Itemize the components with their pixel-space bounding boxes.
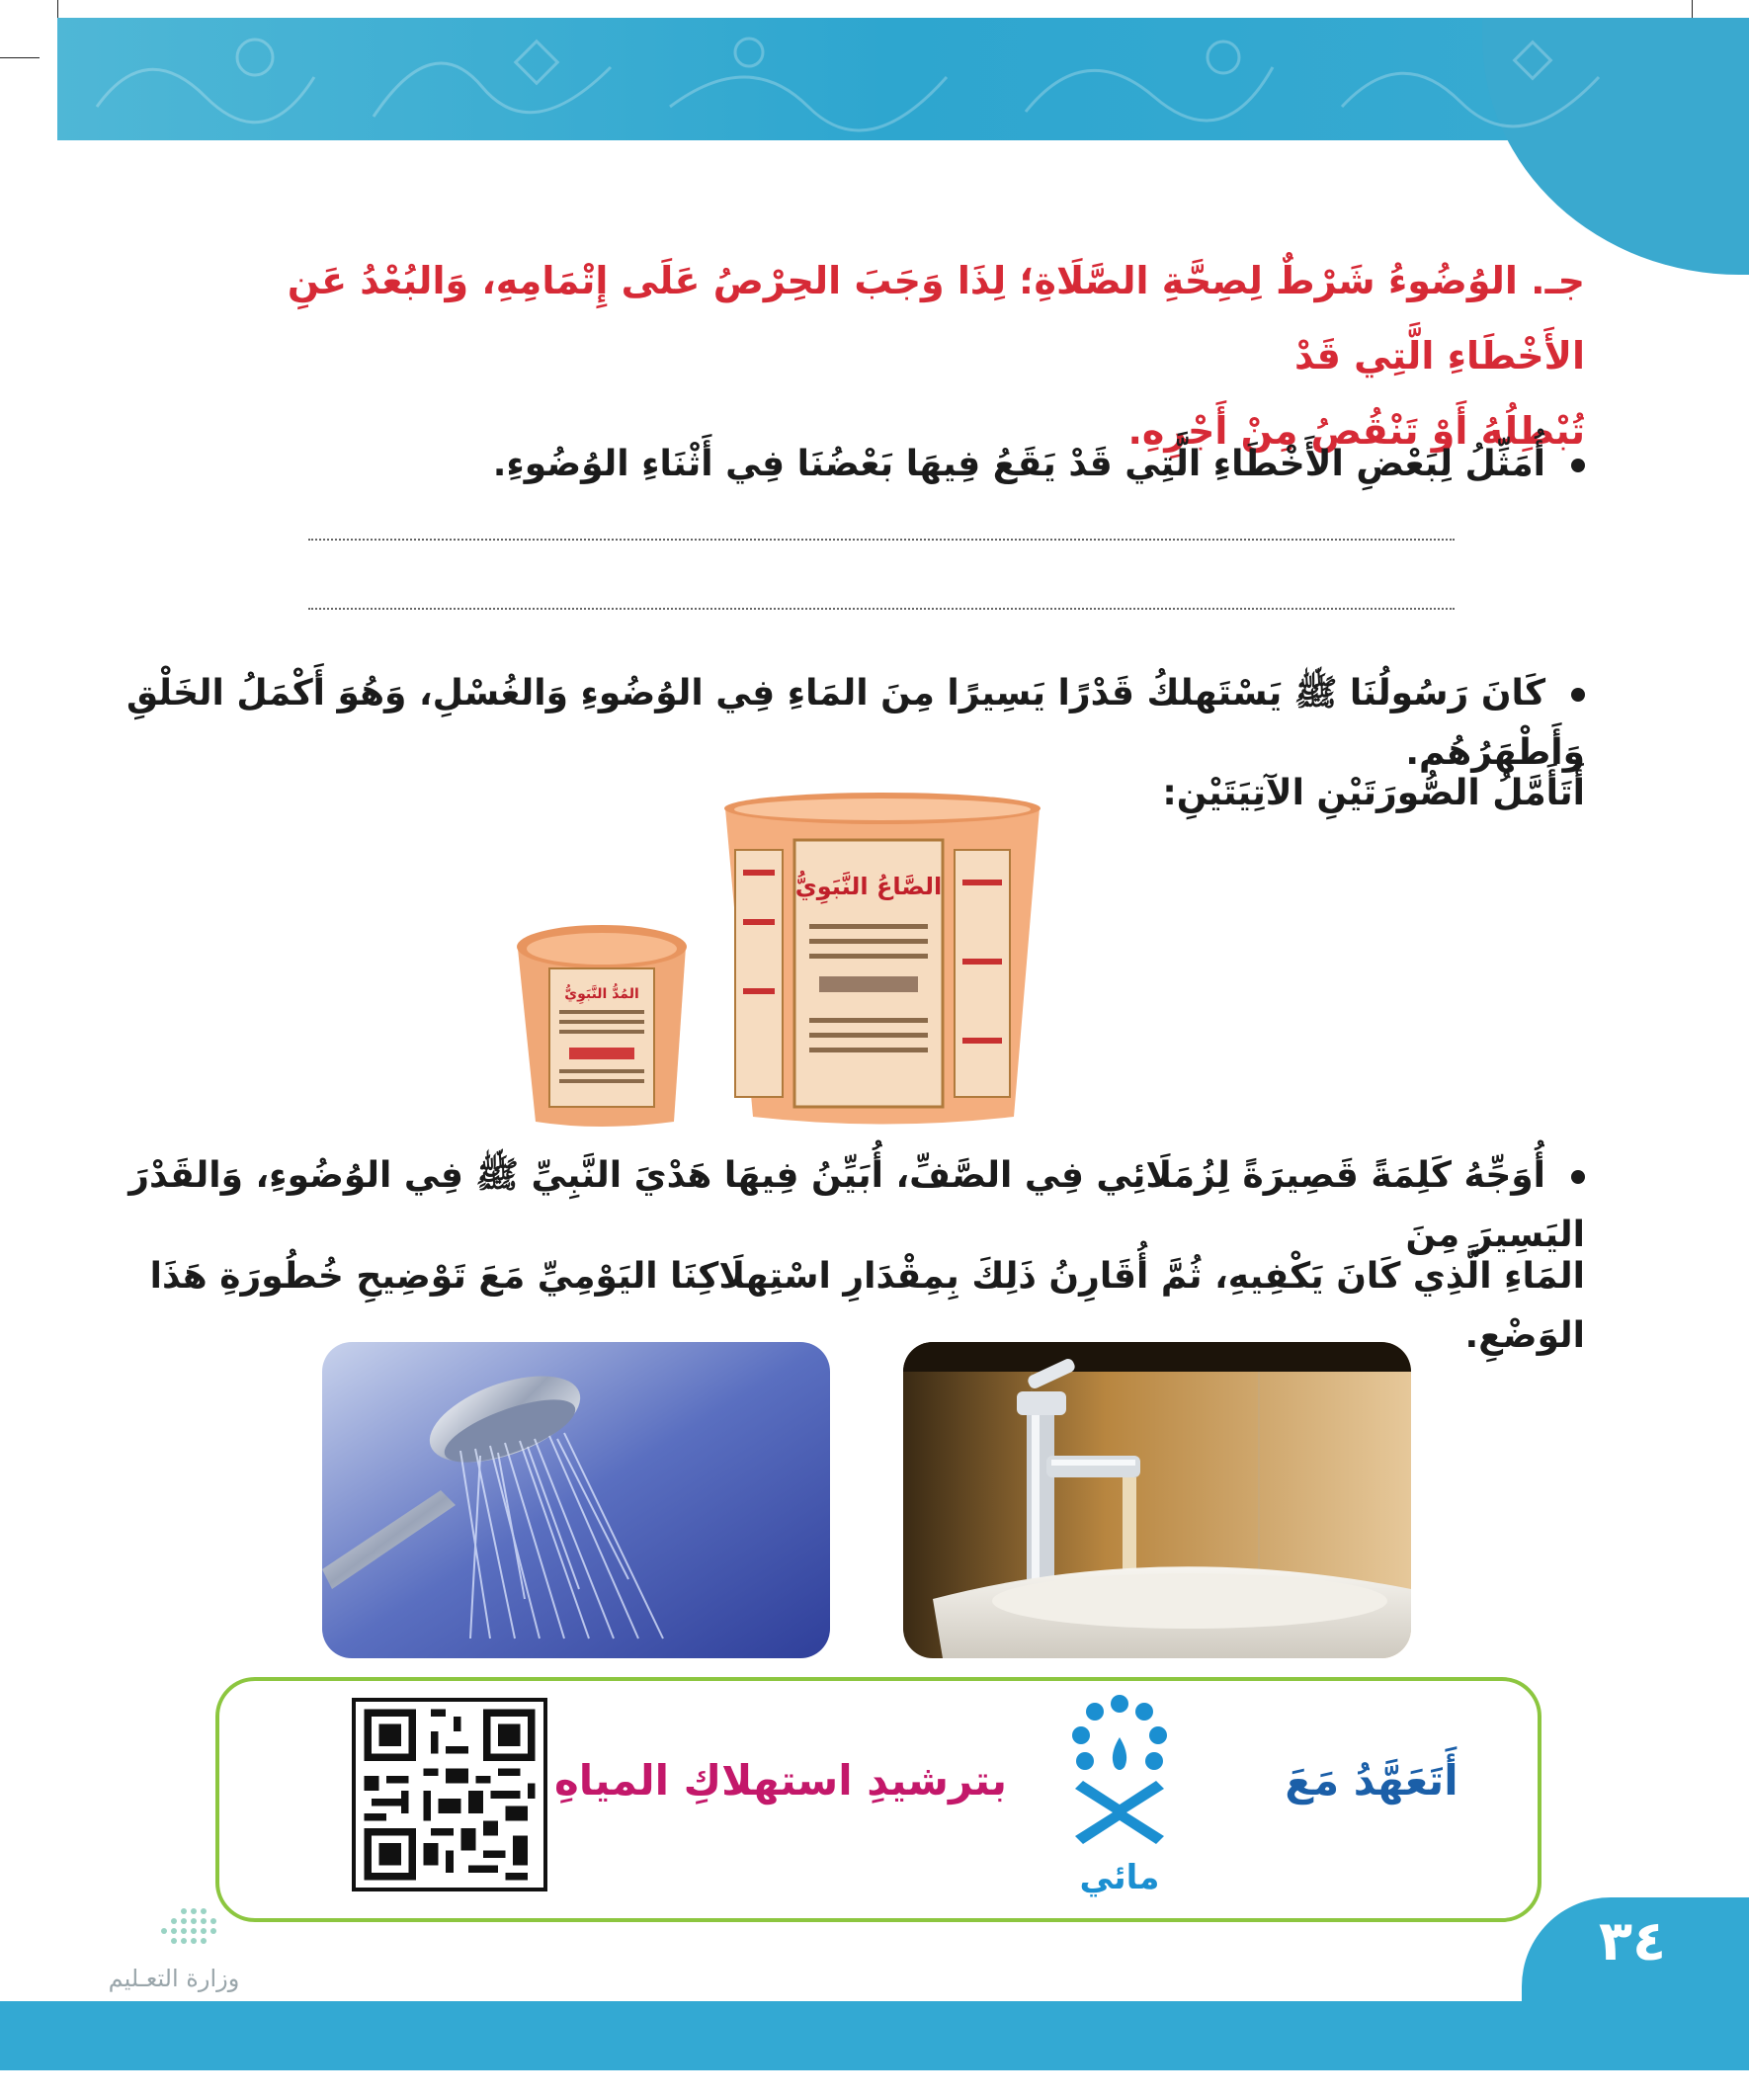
small-bowl-label: المُدُّ النَّبَوِيُّ <box>564 986 639 1002</box>
big-bowl-label: الصَّاعُ النَّبَوِيُّ <box>794 873 943 900</box>
section-heading-line1: جـ. الوُضُوءُ شَرْطٌ لِصِحَّةِ الصَّلَاةِ؛ لِذَا وَجَبَ الحِرْصُ عَلَى إِتْمَامِهِ، وَالبُعْدُ عَنِ الأَخْطَاءِ الَّتِي قَدْ <box>287 259 1585 378</box>
task-2-subtitle: أَتَأَمَّلُ الصُّورَتَيْنِ الآتِيَتَيْنِ: <box>1162 773 1585 813</box>
answer-line-1[interactable] <box>308 539 1455 541</box>
header-pattern <box>57 18 1729 140</box>
sa-and-mudd-bowls-photo <box>508 791 1046 1127</box>
bullet-icon <box>1571 1170 1585 1184</box>
faucet-photo <box>903 1342 1411 1658</box>
maai-logo <box>1055 1686 1184 1897</box>
qr-code[interactable] <box>352 1698 547 1891</box>
ministry-name: وزارة التعـليم <box>108 1965 240 1992</box>
crop-mark <box>57 0 58 20</box>
bullet-icon <box>1571 688 1585 702</box>
pledge-suffix: بترشيدِ استهلاكِ المياهِ <box>554 1756 1007 1805</box>
section-heading-line2: تُبْطِلُهُ أَوْ تَنْقُصُ مِنْ أَجْرِهِ. <box>1127 409 1585 453</box>
task-3-text-line1: أُوَجِّهُ كَلِمَةً قَصِيرَةً لِزُمَلَائِي فِي الصَّفِّ، أُبَيِّنُ فِيهَا هَدْيَ النَّبِيِّ ﷺ فِي الوُضُوءِ، وَالقَدْرَ اليَسِيرَ مِنَ <box>128 1155 1585 1255</box>
shower-photo <box>322 1342 830 1658</box>
bullet-icon <box>1571 459 1585 472</box>
maai-logo-text: مائي <box>1079 1858 1160 1897</box>
task-3-text-line2: المَاءِ الَّذِي كَانَ يَكْفِيهِ، ثُمَّ أُقَارِنُ ذَلِكَ بِمِقْدَارِ اسْتِهلَاكِنَا اليَوْمِيِّ مَعَ تَوْضِيحِ خُطُورَةِ هَذَا الوَضْعِ. <box>149 1256 1585 1356</box>
task-2-text: كَانَ رَسُولُنَا ﷺ يَسْتَهلكُ قَدْرًا يَسِيرًا مِنَ المَاءِ فِي الوُضُوءِ وَالغُسْلِ، وَهُوَ أَكْمَلُ الخَلْقِ وَأَطْهَرُهُم. <box>125 673 1585 773</box>
page-number: ٣٤ <box>1598 1909 1667 1974</box>
task-1-text: أُمَثِّلُ لِبَعْضِ الأَخْطَاءِ الَّتِي قَدْ يَقَعُ فِيهَا بَعْضُنَا فِي أَثْنَاءِ الوُضُوءِ. <box>492 444 1545 484</box>
crop-mark <box>0 57 40 58</box>
crop-mark <box>1692 0 1693 20</box>
task-1 <box>103 435 1585 494</box>
answer-line-2[interactable] <box>308 608 1455 610</box>
footer-band <box>0 2001 1749 2070</box>
pledge-prefix: أَتَعَهَّدُ مَعَ <box>1285 1756 1458 1805</box>
